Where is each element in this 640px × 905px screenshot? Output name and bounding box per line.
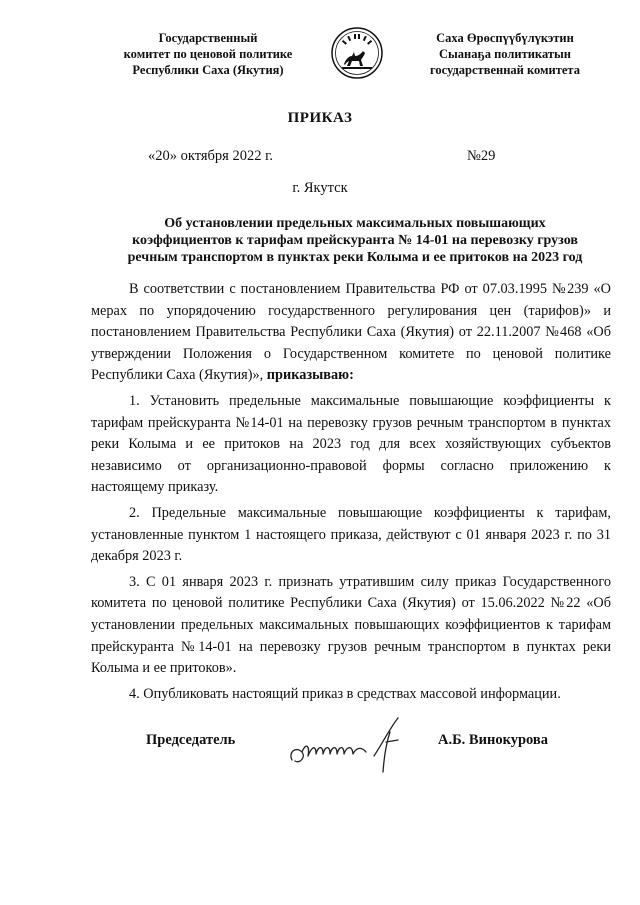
order-item: 4. Опубликовать настоящий приказ в средствах массовой информации. xyxy=(129,685,561,702)
issuer-line: Сыанаҕа политикатын xyxy=(439,47,571,61)
subject-line: коэффициентов к тарифам прейскуранта № 14-01 на перевозку грузов xyxy=(132,233,578,248)
order-item: 3. С 01 января 2023 г. признать утратившим силу приказ Государственного комитета по ценовой политике Республики Саха (Якутия) от 15.06.2022 №22 «Об установлении предельных максимальных повышающих коэффициентов к тарифам прейскуранта №14-01 на перевозку грузов речным транспортом в пунктах реки Колыма и ее притоков». xyxy=(91,573,611,677)
signatory-name: А.Б. Винокурова xyxy=(438,732,548,748)
document-date: «20» октября 2022 г. xyxy=(148,148,274,164)
preamble-text: В соответствии с постановлением Правительства РФ от 07.03.1995 №239 «О мерах по упорядочению государственного регулирования цен (тарифов)» и постановлением Правительства Республики Саха (Якутия) от 22.11.2007 №468 «Об утверждении Положения о Государственном комитете по ценовой политике Республики Саха (Якутия)», xyxy=(91,281,611,384)
document-title: ПРИКАЗ xyxy=(287,110,353,126)
issuer-line: государственнай комитета xyxy=(430,63,580,77)
order-item: 2. Предельные максимальные повышающие коэффициенты к тарифам, установленные пунктом 1 настоящего приказа, действуют с 01 января 2023 г. по 31 декабря 2023 г. xyxy=(91,504,611,565)
subject-line: речным транспортом в пунктах реки Колыма и ее притоков на 2023 год xyxy=(127,250,583,265)
order-item: 1. Установить предельные максимальные повышающие коэффициенты к тарифам прейскуранта №14-01 на перевозку грузов речным транспортом в пунктах реки Колыма и ее притоков на 2023 год для всех хозяйствующих субъектов независимо от организационно-правовой формы согласно приложению к настоящему приказу. xyxy=(91,392,611,496)
issuer-line: комитет по ценовой политике xyxy=(123,47,293,61)
document-subject xyxy=(100,215,610,266)
handwritten-signature xyxy=(286,712,416,782)
issuer-line: Государственный xyxy=(158,31,258,45)
sakha-republic-emblem-icon xyxy=(330,26,384,80)
order-word: приказываю: xyxy=(266,367,354,384)
issuer-line: Саха Өрөспүүбүлүкэтин xyxy=(436,31,574,45)
issuer-name-sakha xyxy=(400,30,610,78)
subject-line: Об установлении предельных максимальных повышающих xyxy=(164,216,546,231)
document-body xyxy=(91,279,611,705)
document-number: №29 xyxy=(467,148,496,164)
document-city: г. Якутск xyxy=(292,180,348,196)
signatory-position: Председатель xyxy=(146,732,236,748)
preamble-paragraph xyxy=(91,279,611,387)
issuer-line: Республики Саха (Якутия) xyxy=(132,63,284,77)
issuer-name-russian xyxy=(103,30,313,78)
